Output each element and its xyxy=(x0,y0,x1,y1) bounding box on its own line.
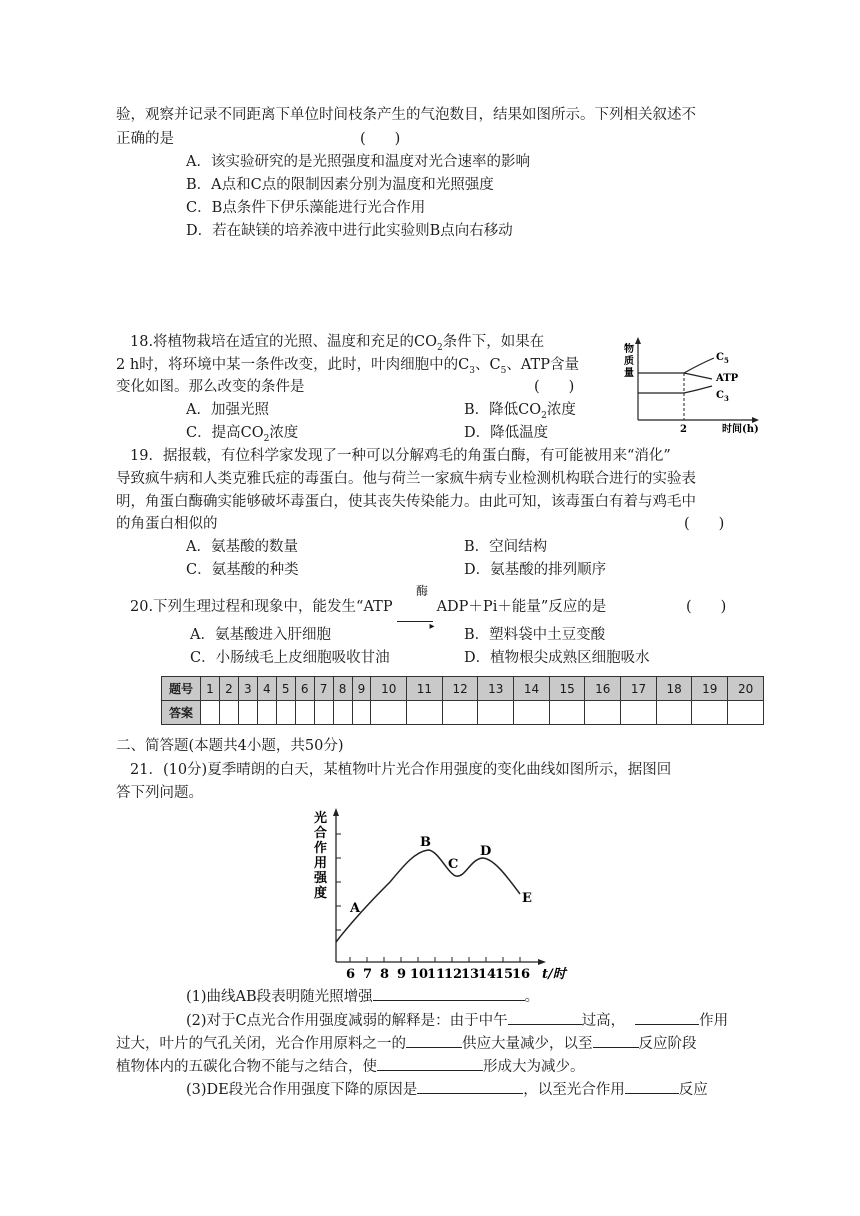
q18-answer-paren: ( ) xyxy=(534,379,575,395)
answer-number-2: 2 xyxy=(219,677,238,701)
q18-xtick-2: 2 xyxy=(680,424,687,435)
answer-table-header-row xyxy=(162,677,764,701)
svg-text:作: 作 xyxy=(314,841,328,856)
q21-curve xyxy=(336,850,520,942)
q21-x-ticks xyxy=(350,957,520,962)
answer-cell[interactable] xyxy=(585,701,621,725)
q18-ylabel-1: 物 xyxy=(624,344,634,355)
q21-sub1: (1)曲线AB段表明随光照增强 。 xyxy=(186,985,539,1007)
svg-text:14: 14 xyxy=(478,967,497,982)
q21-blank-7[interactable] xyxy=(417,1078,523,1094)
q18-c5-curve xyxy=(684,358,714,373)
q21-blank-1[interactable] xyxy=(373,985,525,1001)
answer-cell[interactable] xyxy=(549,701,585,725)
q21-photosynthesis-graph xyxy=(310,804,580,984)
answer-number-17: 17 xyxy=(621,677,657,701)
answer-number-7: 7 xyxy=(314,677,333,701)
answer-number-12: 12 xyxy=(442,677,478,701)
answer-cell[interactable] xyxy=(478,701,514,725)
q21-blank-6[interactable] xyxy=(377,1055,483,1071)
q18-label-c5: $C_5$ xyxy=(716,352,729,365)
q21-xtick-labels xyxy=(346,967,530,982)
svg-text:强: 强 xyxy=(314,871,328,886)
q17-stem-line2: 正确的是 xyxy=(116,131,174,147)
q21-stem-line2: 答下列问题。 xyxy=(116,785,203,801)
q18-c3-curve xyxy=(684,386,712,393)
answer-cell[interactable] xyxy=(219,701,238,725)
q21-y-axis-arrow xyxy=(333,808,339,816)
q21-point-c: C xyxy=(448,857,459,872)
q18-ylabel-2: 质 xyxy=(624,356,634,367)
q19-option-a: A．氨基酸的数量 xyxy=(186,539,298,555)
q18-ylabel-3: 量 xyxy=(624,368,634,379)
answer-cell[interactable] xyxy=(238,701,257,725)
answer-number-6: 6 xyxy=(295,677,314,701)
q21-xlabel: t/时 xyxy=(542,967,566,982)
q17-answer-paren: ( ) xyxy=(360,131,401,147)
q21-point-e: E xyxy=(522,891,532,906)
answer-cell[interactable] xyxy=(371,701,407,725)
section2-title: 二、简答题(本题共4小题，共50分) xyxy=(116,738,344,754)
q18-substance-graph xyxy=(618,336,766,440)
q18-option-c: C．提高$CO_2$浓度 xyxy=(186,425,299,444)
answer-number-15: 15 xyxy=(549,677,585,701)
answer-table-header-label: 题号 xyxy=(162,677,201,701)
answer-cell[interactable] xyxy=(201,701,220,725)
q21-blank-5[interactable] xyxy=(593,1032,639,1048)
answer-cell[interactable] xyxy=(728,701,764,725)
svg-text:度: 度 xyxy=(314,886,328,901)
answer-cell[interactable] xyxy=(692,701,728,725)
svg-text:13: 13 xyxy=(461,967,480,982)
svg-text:光: 光 xyxy=(314,811,328,826)
q18-atp-curve xyxy=(684,373,712,379)
q20-stem: 20.下列生理过程和现象中，能发生“ATP ▸ ADP＋Pi＋能量”反应的是 xyxy=(130,599,607,632)
q21-point-d: D xyxy=(480,844,492,859)
q20-option-c: C．小肠绒毛上皮细胞吸收甘油 xyxy=(190,650,390,666)
answer-table-answer-label: 答案 xyxy=(162,701,201,725)
q18-stem-line3: 变化如图。那么改变的条件是 xyxy=(116,379,305,395)
svg-text:11: 11 xyxy=(427,967,446,982)
q20-option-a: A．氨基酸进入肝细胞 xyxy=(190,627,331,643)
q20-option-d: D．植物根尖成熟区细胞吸水 xyxy=(464,650,650,666)
q18-option-d: D．降低温度 xyxy=(464,425,549,441)
q17-stem-line1: 验，观察并记录不同距离下单位时间枝条产生的气泡数目，结果如图所示。下列相关叙述不 xyxy=(116,107,696,123)
q21-blank-8[interactable] xyxy=(625,1078,679,1094)
svg-text:7: 7 xyxy=(363,967,373,982)
q20-enzyme-label: 酶 xyxy=(416,584,429,598)
answer-number-4: 4 xyxy=(257,677,276,701)
answer-cell[interactable] xyxy=(621,701,657,725)
answer-cell[interactable] xyxy=(314,701,333,725)
svg-text:用: 用 xyxy=(314,856,328,871)
answer-cell[interactable] xyxy=(656,701,692,725)
q21-sub3: (3)DE段光合作用强度下降的原因是 ，以至光合作用 反应 xyxy=(186,1078,708,1100)
q21-point-b: B xyxy=(420,835,431,850)
q18-stem-line2: 2 h时，将环境中某一条件改变，此时，叶肉细胞中的$C_3$、$C_5$、ATP含量 xyxy=(116,357,579,376)
q18-xlabel: 时间(h) xyxy=(722,424,759,435)
q21-blank-3[interactable] xyxy=(635,1009,699,1025)
answer-number-18: 18 xyxy=(656,677,692,701)
answer-number-1: 1 xyxy=(201,677,220,701)
q17-option-c: C．B点条件下伊乐藻能进行光合作用 xyxy=(186,200,426,216)
q18-y-axis-arrow xyxy=(635,337,641,344)
answer-number-16: 16 xyxy=(585,677,621,701)
q21-blank-4[interactable] xyxy=(406,1032,462,1048)
q18-option-a: A．加强光照 xyxy=(186,402,269,418)
svg-text:6: 6 xyxy=(346,967,356,982)
q19-answer-paren: ( ) xyxy=(684,516,725,532)
answer-table-answer-row xyxy=(162,701,764,725)
answer-cell[interactable] xyxy=(514,701,550,725)
q21-ylabel xyxy=(313,810,328,901)
q21-sub2-line2: 过大，叶片的气孔关闭，光合作用原料之一的 供应大量减少，以至 反应阶段 xyxy=(116,1032,697,1054)
svg-text:10: 10 xyxy=(410,967,429,982)
svg-text:15: 15 xyxy=(495,967,514,982)
q19-stem-line2: 导致疯牛病和人类克雅氏症的毒蛋白。他与荷兰一家疯牛病专业检测机构联合进行的实验表 xyxy=(116,471,696,487)
answer-cell[interactable] xyxy=(333,701,352,725)
answer-number-19: 19 xyxy=(692,677,728,701)
answer-number-10: 10 xyxy=(371,677,407,701)
svg-text:12: 12 xyxy=(444,967,463,982)
q21-stem-line1: 21．(10分)夏季晴朗的白天，某植物叶片光合作用强度的变化曲线如图所示，据图回 xyxy=(130,762,672,778)
answer-cell[interactable] xyxy=(257,701,276,725)
q18-option-b: B．降低$CO_2$浓度 xyxy=(464,402,576,421)
answer-number-5: 5 xyxy=(276,677,295,701)
q20-option-b: B．塑料袋中土豆变酸 xyxy=(464,627,606,643)
q19-stem-line4: 的角蛋白相似的 xyxy=(116,516,218,532)
svg-text:8: 8 xyxy=(380,967,390,982)
q19-stem-line3: 明，角蛋白酶确实能够破坏毒蛋白，使其丧失传染能力。由此可知，该毒蛋白有着与鸡毛中 xyxy=(116,494,696,510)
q21-y-ticks xyxy=(336,834,341,930)
answer-number-14: 14 xyxy=(514,677,550,701)
answer-number-9: 9 xyxy=(352,677,371,701)
answer-table xyxy=(161,676,764,725)
svg-text:16: 16 xyxy=(512,967,531,982)
q17-option-a: A．该实验研究的是光照强度和温度对光合速率的影响 xyxy=(186,154,530,170)
q21-point-a: A xyxy=(350,901,361,916)
q19-option-b: B．空间结构 xyxy=(464,539,548,555)
answer-cell[interactable] xyxy=(407,701,443,725)
svg-text:9: 9 xyxy=(397,967,407,982)
q18-label-atp: ATP xyxy=(716,373,739,384)
q18-x-axis-arrow xyxy=(752,417,759,423)
answer-number-11: 11 xyxy=(407,677,443,701)
answer-number-8: 8 xyxy=(333,677,352,701)
answer-cell[interactable] xyxy=(295,701,314,725)
answer-cell[interactable] xyxy=(442,701,478,725)
q21-x-axis-arrow xyxy=(538,959,546,965)
q19-stem-line1: 19．据报载，有位科学家发现了一种可以分解鸡毛的角蛋白酶，有可能被用来“消化” xyxy=(130,448,671,464)
q19-option-c: C．氨基酸的种类 xyxy=(186,562,299,578)
q21-sub2-line1: (2)对于C点光合作用强度减弱的解释是：由于中午 过高， 作用 xyxy=(186,1009,728,1031)
answer-number-3: 3 xyxy=(238,677,257,701)
q17-option-d: D．若在缺镁的培养液中进行此实验则B点向右移动 xyxy=(186,223,513,239)
q17-option-b: B．A点和C点的限制因素分别为温度和光照强度 xyxy=(186,177,494,193)
answer-number-13: 13 xyxy=(478,677,514,701)
q21-blank-2[interactable] xyxy=(508,1009,582,1025)
q19-option-d: D．氨基酸的排列顺序 xyxy=(464,562,607,578)
q18-stem-line1: 18.将植物栽培在适宜的光照、温度和充足的$CO_2$条件下，如果在 xyxy=(130,334,545,353)
q20-answer-paren: ( ) xyxy=(686,599,727,615)
answer-number-20: 20 xyxy=(728,677,764,701)
answer-cell[interactable] xyxy=(276,701,295,725)
q21-sub2-line3: 植物体内的五碳化合物不能与之结合，使 形成大为减少。 xyxy=(116,1055,585,1077)
answer-cell[interactable] xyxy=(352,701,371,725)
svg-text:合: 合 xyxy=(314,826,328,841)
q18-label-c3: $C_3$ xyxy=(716,390,729,403)
